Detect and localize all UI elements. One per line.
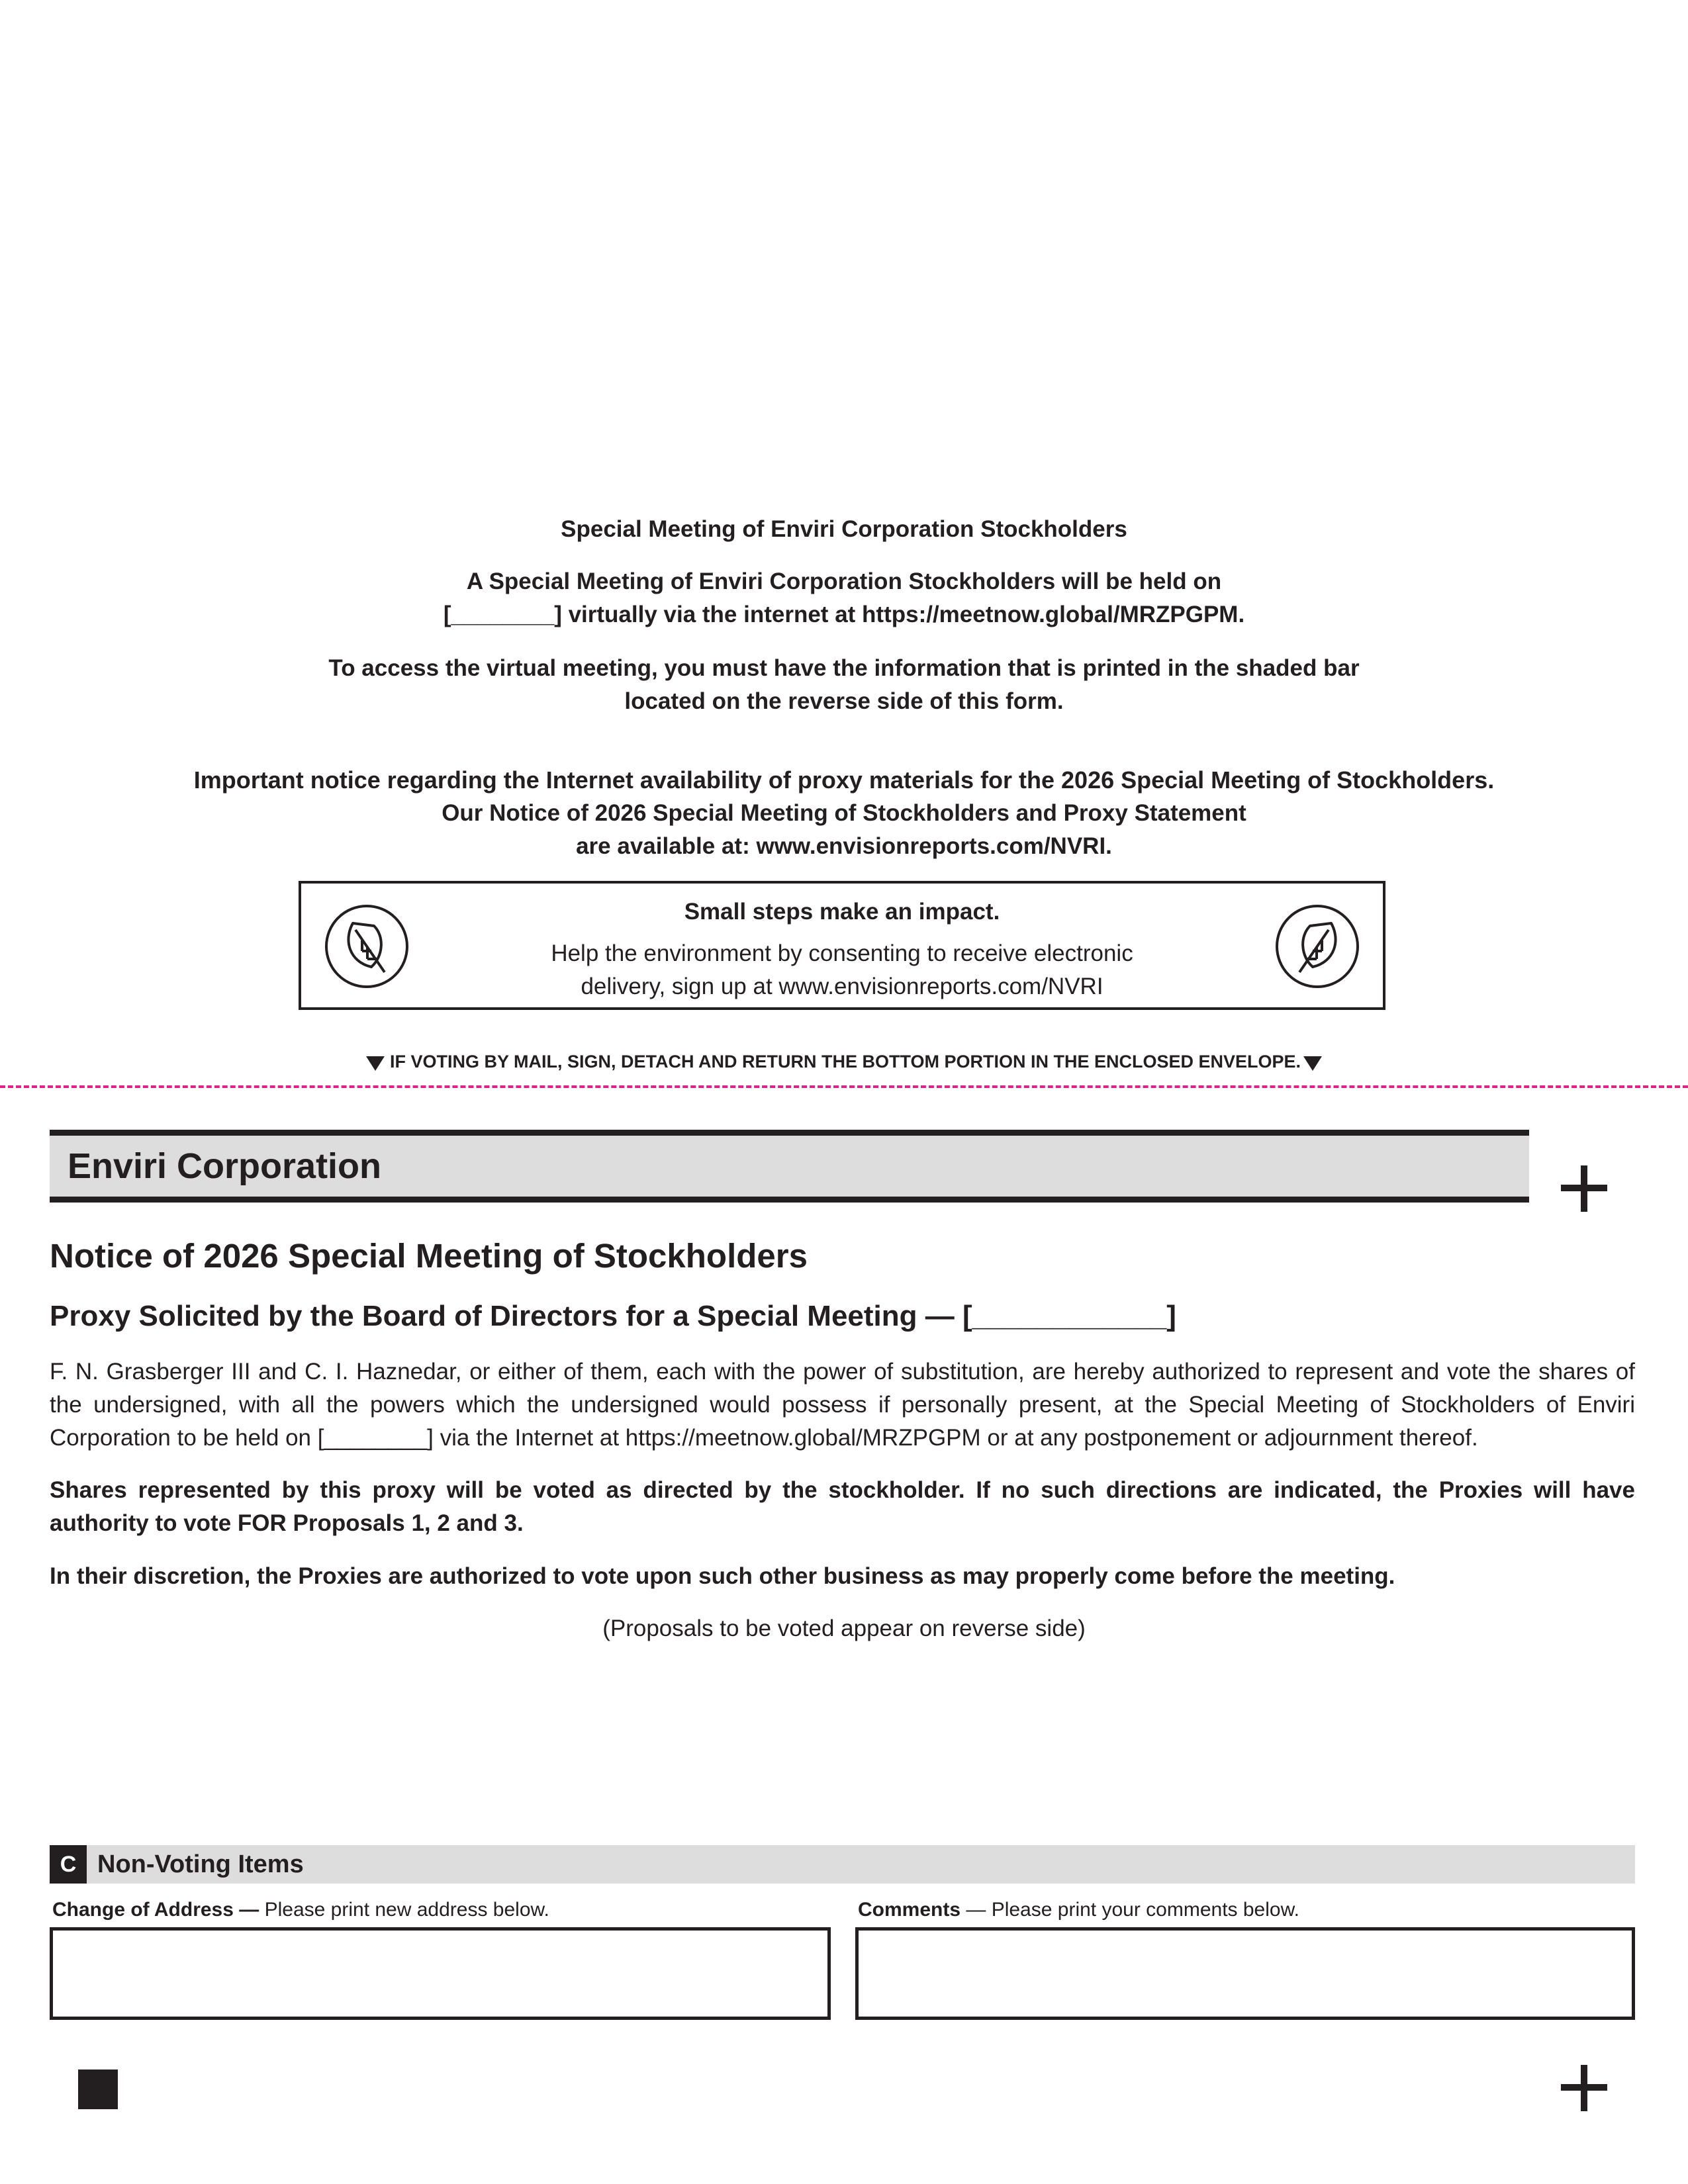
proxy-paragraph-text: F. N. Grasberger III and C. I. Haznedar, or either of them, each with the power of substitution, are hereby authorized to represent and vote the shares of the undersigned, with all the powers which the undersigned would possess if personally present, at the Special Meeting of Stockholders of Enviri Corporation to be held on [________] via the Internet at https://meetnow.global/MRZPGPM or at any postponement or adjournment thereof. bbox=[50, 1359, 1635, 1451]
company-name: Enviri Corporation bbox=[68, 1146, 382, 1186]
triangle-down-icon bbox=[366, 1055, 385, 1071]
proxy-heading: Proxy Solicited by the Board of Directors for a Special Meeting — [____________] bbox=[50, 1300, 1176, 1332]
meeting-access-block bbox=[0, 652, 1688, 718]
meeting-held-block bbox=[0, 565, 1688, 631]
comments-field[interactable] bbox=[855, 1927, 1635, 2020]
internet-notice-line1: Our Notice of 2026 Special Meeting of Stockholders and Proxy Statement bbox=[442, 800, 1246, 826]
section-c-title: Non-Voting Items bbox=[97, 1850, 304, 1878]
change-of-address-field[interactable] bbox=[50, 1927, 831, 2020]
notice-title: Notice of 2026 Special Meeting of Stockholders bbox=[50, 1237, 808, 1275]
detach-line bbox=[0, 1085, 1688, 1088]
eco-line1: Help the environment by consenting to receive electronic bbox=[551, 940, 1133, 966]
eco-delivery-box bbox=[299, 881, 1385, 1010]
leaf-icon bbox=[1274, 903, 1360, 989]
section-c-badge: C bbox=[50, 1845, 87, 1884]
proxy-authorization-paragraph bbox=[50, 1355, 1635, 1455]
comments-label bbox=[858, 1897, 1299, 1923]
meeting-access-line1: To access the virtual meeting, you must have the information that is printed in the shaded bar bbox=[328, 655, 1360, 681]
internet-notice-line2: are available at: www.envisionreports.com/NVRI. bbox=[576, 833, 1112, 859]
change-of-address-label-rest: Please print new address below. bbox=[259, 1899, 549, 1921]
detach-instruction bbox=[0, 1048, 1688, 1075]
proxy-direction-text: Shares represented by this proxy will be voted as directed by the stockholder. If no such directions are indicated, the Proxies will have authority to vote FOR Proposals 1, 2 and 3. bbox=[50, 1477, 1635, 1536]
proxy-discretion-text: In their discretion, the Proxies are authorized to vote upon such other business as may properly come before the meeting. bbox=[50, 1563, 1395, 1589]
detach-text: IF VOTING BY MAIL, SIGN, DETACH AND RETURN THE BOTTOM PORTION IN THE ENCLOSED ENVELOPE. bbox=[389, 1052, 1301, 1071]
comments-label-bold: Comments bbox=[858, 1899, 961, 1921]
registration-square-icon bbox=[78, 2070, 118, 2109]
meeting-held-line2: [________] virtually via the internet at https://meetnow.global/MRZPGPM. bbox=[443, 602, 1245, 627]
registration-mark-icon bbox=[1561, 1165, 1607, 1212]
company-bar bbox=[50, 1130, 1529, 1203]
internet-notice bbox=[0, 764, 1688, 863]
eco-heading: Small steps make an impact. bbox=[684, 899, 1000, 925]
registration-mark-icon bbox=[1561, 2065, 1607, 2111]
change-of-address-label-bold: Change of Address — bbox=[52, 1899, 259, 1921]
change-of-address-label bbox=[52, 1897, 549, 1923]
comments-label-rest: — Please print your comments below. bbox=[961, 1899, 1299, 1921]
eco-line2: delivery, sign up at www.envisionreports.com/NVRI bbox=[581, 974, 1103, 999]
meeting-info bbox=[0, 513, 1688, 546]
proxy-direction-paragraph bbox=[50, 1474, 1635, 1540]
internet-notice-heading: Important notice regarding the Internet availability of proxy materials for the 2026 Special Meeting of Stockholders. bbox=[193, 766, 1495, 794]
meeting-title: Special Meeting of Enviri Corporation Stockholders bbox=[561, 516, 1127, 542]
proxy-discretion-paragraph bbox=[50, 1560, 1635, 1593]
meeting-access-line2: located on the reverse side of this form. bbox=[624, 688, 1064, 714]
section-c-header bbox=[50, 1845, 1635, 1884]
meeting-held-line1: A Special Meeting of Enviri Corporation Stockholders will be held on bbox=[466, 569, 1222, 594]
triangle-down-icon bbox=[1303, 1055, 1322, 1071]
reverse-side-note: (Proposals to be voted appear on reverse side) bbox=[602, 1615, 1086, 1641]
